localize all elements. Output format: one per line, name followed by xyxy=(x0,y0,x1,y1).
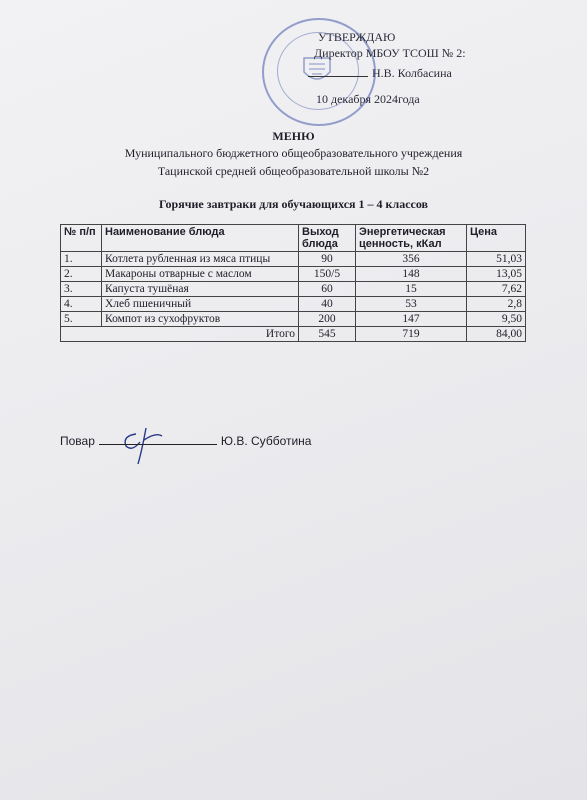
dish-energy: 356 xyxy=(356,252,467,267)
total-output: 545 xyxy=(299,327,356,342)
row-number: 3. xyxy=(61,282,102,297)
dish-output: 150/5 xyxy=(299,267,356,282)
cook-signature-line xyxy=(60,434,311,448)
col-header-output: Выход блюда xyxy=(299,225,356,252)
col-header-price: Цена xyxy=(467,225,526,252)
cook-name: Ю.В. Субботина xyxy=(220,434,312,448)
table-row xyxy=(61,267,526,282)
dish-name: Хлеб пшеничный xyxy=(102,297,299,312)
dish-price: 9,50 xyxy=(467,312,526,327)
dish-output: 40 xyxy=(299,297,356,312)
dish-name: Компот из сухофруктов xyxy=(102,312,299,327)
menu-table xyxy=(60,224,526,342)
signature-underline xyxy=(308,76,368,77)
dish-output: 200 xyxy=(299,312,356,327)
row-number: 5. xyxy=(61,312,102,327)
cook-role: Повар xyxy=(60,434,95,448)
dish-name: Котлета рубленная из мяса птицы xyxy=(102,252,299,267)
dish-energy: 15 xyxy=(356,282,467,297)
dish-price: 2,8 xyxy=(467,297,526,312)
dish-energy: 147 xyxy=(356,312,467,327)
dish-output: 90 xyxy=(299,252,356,267)
row-number: 4. xyxy=(61,297,102,312)
dish-output: 60 xyxy=(299,282,356,297)
dish-price: 7,62 xyxy=(467,282,526,297)
table-row xyxy=(61,252,526,267)
signature-underline xyxy=(99,444,217,445)
total-label: Итого xyxy=(61,327,299,342)
dish-price: 13,05 xyxy=(467,267,526,282)
col-header-energy: Энергетическая ценность, кКал xyxy=(356,225,467,252)
approval-signature-line xyxy=(308,66,452,81)
col-header-number: № п/п xyxy=(61,225,102,252)
approval-position: Директор МБОУ ТСОШ № 2: xyxy=(314,46,466,60)
dish-energy: 148 xyxy=(356,267,467,282)
dish-price: 51,03 xyxy=(467,252,526,267)
approval-date: 10 декабря 2024года xyxy=(316,92,420,106)
table-row xyxy=(61,297,526,312)
org-line-2: Тацинской средней общеобразовательной школы №2 xyxy=(157,164,430,178)
table-total-row xyxy=(61,327,526,342)
table-row xyxy=(61,282,526,297)
dish-name: Макароны отварные с маслом xyxy=(102,267,299,282)
director-name: Н.В. Колбасина xyxy=(372,66,452,80)
table-row xyxy=(61,312,526,327)
menu-subtitle: Горячие завтраки для обучающихся 1 – 4 классов xyxy=(158,197,429,211)
table-header-row xyxy=(61,225,526,252)
row-number: 1. xyxy=(61,252,102,267)
page-title: МЕНЮ xyxy=(272,129,315,143)
dish-name: Капуста тушёная xyxy=(102,282,299,297)
row-number: 2. xyxy=(61,267,102,282)
approval-heading: УТВЕРЖДАЮ xyxy=(318,30,396,44)
col-header-dish: Наименование блюда xyxy=(102,225,299,252)
dish-energy: 53 xyxy=(356,297,467,312)
total-energy: 719 xyxy=(356,327,467,342)
total-price: 84,00 xyxy=(467,327,526,342)
org-line-1: Муниципального бюджетного общеобразовательного учреждения xyxy=(124,146,463,160)
